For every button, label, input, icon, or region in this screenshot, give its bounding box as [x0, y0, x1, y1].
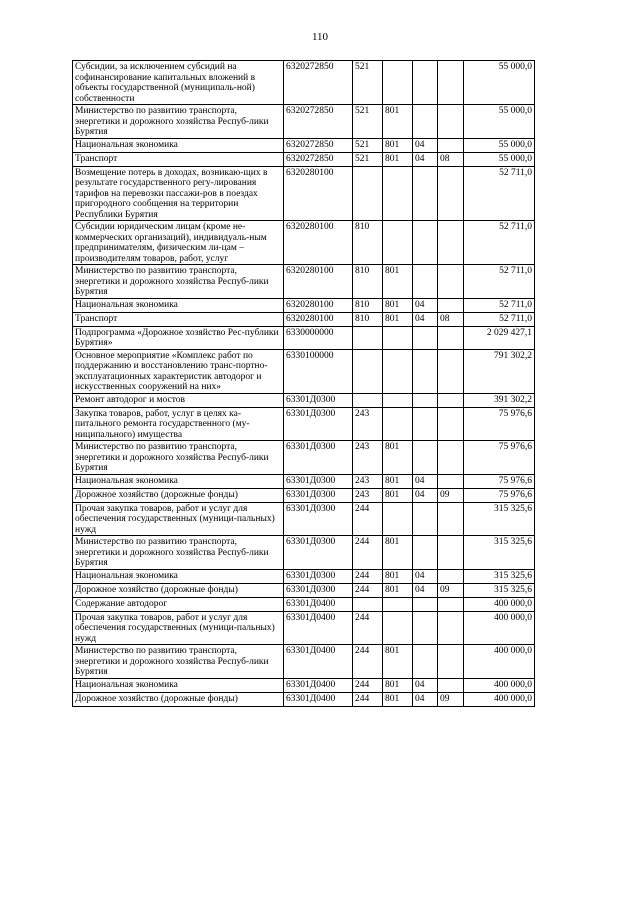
subsection-cell	[438, 166, 464, 221]
amount-cell: 391 302,2	[464, 393, 535, 407]
expense-type-cell: 244	[353, 611, 383, 645]
table-row	[73, 312, 535, 326]
ministry-code-cell: 801	[383, 488, 413, 502]
target-article-cell: 63301Д0300	[284, 536, 353, 570]
row-name-cell: Национальная экономика	[73, 138, 284, 152]
table-row	[73, 326, 535, 349]
table-row	[73, 611, 535, 645]
target-article-cell: 6330100000	[284, 349, 353, 393]
amount-cell: 400 000,0	[464, 692, 535, 706]
row-name-cell: Министерство по развитию транспорта, энергетики и дорожного хозяйства Респуб-лики Бурятия	[73, 441, 284, 475]
expense-type-cell: 244	[353, 536, 383, 570]
section-cell: 04	[413, 152, 438, 166]
amount-cell: 55 000,0	[464, 105, 535, 139]
table-row	[73, 265, 535, 299]
amount-cell: 52 711,0	[464, 312, 535, 326]
target-article-cell: 6320272850	[284, 152, 353, 166]
target-article-cell: 63301Д0300	[284, 502, 353, 536]
subsection-cell: 09	[438, 692, 464, 706]
ministry-code-cell	[383, 61, 413, 105]
target-article-cell: 6320280100	[284, 166, 353, 221]
table-row	[73, 105, 535, 139]
target-article-cell: 63301Д0400	[284, 597, 353, 611]
ministry-code-cell	[383, 502, 413, 536]
amount-cell: 55 000,0	[464, 138, 535, 152]
ministry-code-cell: 801	[383, 583, 413, 597]
amount-cell: 400 000,0	[464, 645, 535, 679]
subsection-cell	[438, 536, 464, 570]
table-row	[73, 441, 535, 475]
expense-type-cell: 244	[353, 692, 383, 706]
table-row	[73, 61, 535, 105]
ministry-code-cell: 801	[383, 536, 413, 570]
section-cell	[413, 349, 438, 393]
table-row	[73, 298, 535, 312]
ministry-code-cell	[383, 597, 413, 611]
target-article-cell: 63301Д0400	[284, 645, 353, 679]
ministry-code-cell	[383, 611, 413, 645]
section-cell	[413, 326, 438, 349]
amount-cell: 315 325,6	[464, 583, 535, 597]
target-article-cell: 6320280100	[284, 265, 353, 299]
section-cell	[413, 502, 438, 536]
row-name-cell: Транспорт	[73, 312, 284, 326]
target-article-cell: 63301Д0300	[284, 441, 353, 475]
target-article-cell: 63301Д0400	[284, 678, 353, 692]
subsection-cell: 09	[438, 488, 464, 502]
amount-cell: 2 029 427,1	[464, 326, 535, 349]
section-cell: 04	[413, 583, 438, 597]
section-cell: 04	[413, 678, 438, 692]
target-article-cell: 63301Д0300	[284, 583, 353, 597]
expense-type-cell: 810	[353, 312, 383, 326]
target-article-cell: 63301Д0300	[284, 407, 353, 441]
table-row	[73, 138, 535, 152]
section-cell	[413, 441, 438, 475]
subsection-cell: 08	[438, 152, 464, 166]
expense-type-cell	[353, 326, 383, 349]
expense-type-cell	[353, 349, 383, 393]
amount-cell: 75 976,6	[464, 474, 535, 488]
expense-type-cell: 244	[353, 678, 383, 692]
ministry-code-cell: 801	[383, 645, 413, 679]
row-name-cell: Возмещение потерь в доходах, возникаю-щих в результате государственного регу-лирования тарифов на перевозки пассажи-ров в поездах пригородного сообщения на территории Республики Бурятия	[73, 166, 284, 221]
target-article-cell: 6320272850	[284, 61, 353, 105]
subsection-cell	[438, 597, 464, 611]
table-row	[73, 474, 535, 488]
table-row	[73, 166, 535, 221]
table-row	[73, 152, 535, 166]
expense-type-cell	[353, 597, 383, 611]
row-name-cell: Национальная экономика	[73, 474, 284, 488]
subsection-cell	[438, 678, 464, 692]
ministry-code-cell	[383, 326, 413, 349]
subsection-cell	[438, 407, 464, 441]
subsection-cell	[438, 138, 464, 152]
table-row	[73, 569, 535, 583]
row-name-cell: Дорожное хозяйство (дорожные фонды)	[73, 583, 284, 597]
row-name-cell: Национальная экономика	[73, 678, 284, 692]
target-article-cell: 6320280100	[284, 298, 353, 312]
subsection-cell	[438, 105, 464, 139]
table-row	[73, 349, 535, 393]
amount-cell: 52 711,0	[464, 265, 535, 299]
subsection-cell	[438, 502, 464, 536]
subsection-cell	[438, 61, 464, 105]
row-name-cell: Министерство по развитию транспорта, энергетики и дорожного хозяйства Респуб-лики Бурятия	[73, 265, 284, 299]
subsection-cell: 08	[438, 312, 464, 326]
section-cell: 04	[413, 692, 438, 706]
amount-cell: 75 976,6	[464, 441, 535, 475]
target-article-cell: 63301Д0400	[284, 611, 353, 645]
table-row	[73, 692, 535, 706]
expense-type-cell: 810	[353, 221, 383, 265]
section-cell	[413, 61, 438, 105]
row-name-cell: Дорожное хозяйство (дорожные фонды)	[73, 488, 284, 502]
amount-cell: 315 325,6	[464, 569, 535, 583]
page-number: 110	[311, 31, 329, 43]
expense-type-cell: 243	[353, 441, 383, 475]
amount-cell: 315 325,6	[464, 502, 535, 536]
ministry-code-cell: 801	[383, 265, 413, 299]
section-cell	[413, 611, 438, 645]
expense-type-cell	[353, 393, 383, 407]
row-name-cell: Ремонт автодорог и мостов	[73, 393, 284, 407]
subsection-cell: 09	[438, 583, 464, 597]
expense-type-cell: 521	[353, 61, 383, 105]
budget-table	[72, 60, 535, 707]
subsection-cell	[438, 645, 464, 679]
section-cell	[413, 645, 438, 679]
row-name-cell: Прочая закупка товаров, работ и услуг для обеспечения государственных (муници-пальных) нужд	[73, 611, 284, 645]
row-name-cell: Министерство по развитию транспорта, энергетики и дорожного хозяйства Респуб-лики Бурятия	[73, 536, 284, 570]
expense-type-cell: 521	[353, 105, 383, 139]
table-row	[73, 221, 535, 265]
amount-cell: 400 000,0	[464, 597, 535, 611]
row-name-cell: Национальная экономика	[73, 298, 284, 312]
ministry-code-cell: 801	[383, 678, 413, 692]
amount-cell: 75 976,6	[464, 488, 535, 502]
section-cell	[413, 265, 438, 299]
amount-cell: 315 325,6	[464, 536, 535, 570]
ministry-code-cell: 801	[383, 152, 413, 166]
ministry-code-cell: 801	[383, 105, 413, 139]
section-cell	[413, 221, 438, 265]
target-article-cell: 63301Д0400	[284, 692, 353, 706]
table-row	[73, 583, 535, 597]
row-name-cell: Содержание автодорог	[73, 597, 284, 611]
expense-type-cell: 810	[353, 265, 383, 299]
row-name-cell: Закупка товаров, работ, услуг в целях ка-питального ремонта государственного (му-ниципального) имущества	[73, 407, 284, 441]
expense-type-cell: 521	[353, 138, 383, 152]
subsection-cell	[438, 569, 464, 583]
amount-cell: 52 711,0	[464, 221, 535, 265]
ministry-code-cell: 801	[383, 298, 413, 312]
subsection-cell	[438, 326, 464, 349]
expense-type-cell: 521	[353, 152, 383, 166]
section-cell: 04	[413, 298, 438, 312]
expense-type-cell: 810	[353, 298, 383, 312]
row-name-cell: Министерство по развитию транспорта, энергетики и дорожного хозяйства Респуб-лики Бурятия	[73, 645, 284, 679]
row-name-cell: Транспорт	[73, 152, 284, 166]
section-cell	[413, 393, 438, 407]
subsection-cell	[438, 474, 464, 488]
table-row	[73, 393, 535, 407]
target-article-cell: 6320272850	[284, 138, 353, 152]
amount-cell: 791 302,2	[464, 349, 535, 393]
table-row	[73, 502, 535, 536]
subsection-cell	[438, 298, 464, 312]
target-article-cell: 6320280100	[284, 312, 353, 326]
amount-cell: 400 000,0	[464, 611, 535, 645]
expense-type-cell: 244	[353, 583, 383, 597]
section-cell: 04	[413, 569, 438, 583]
target-article-cell: 63301Д0300	[284, 488, 353, 502]
section-cell	[413, 536, 438, 570]
table-row	[73, 597, 535, 611]
subsection-cell	[438, 221, 464, 265]
ministry-code-cell: 801	[383, 692, 413, 706]
section-cell: 04	[413, 474, 438, 488]
table-row	[73, 407, 535, 441]
table-row	[73, 536, 535, 570]
ministry-code-cell: 801	[383, 569, 413, 583]
row-name-cell: Министерство по развитию транспорта, энергетики и дорожного хозяйства Респуб-лики Бурятия	[73, 105, 284, 139]
ministry-code-cell: 801	[383, 312, 413, 326]
target-article-cell: 63301Д0300	[284, 393, 353, 407]
section-cell: 04	[413, 138, 438, 152]
table-row	[73, 645, 535, 679]
section-cell	[413, 407, 438, 441]
ministry-code-cell	[383, 349, 413, 393]
ministry-code-cell: 801	[383, 474, 413, 488]
row-name-cell: Субсидии, за исключением субсидий на софинансирование капитальных вложений в объекты государственной (муниципаль-ной) собственности	[73, 61, 284, 105]
section-cell: 04	[413, 488, 438, 502]
amount-cell: 52 711,0	[464, 166, 535, 221]
expense-type-cell: 243	[353, 474, 383, 488]
subsection-cell	[438, 393, 464, 407]
row-name-cell: Субсидии юридическим лицам (кроме не-коммерческих организаций), индивидуаль-ным предпринимателям, физическим ли-цам – производителям товаров, работ, услуг	[73, 221, 284, 265]
row-name-cell: Подпрограмма «Дорожное хозяйство Рес-публики Бурятия»	[73, 326, 284, 349]
target-article-cell: 6320280100	[284, 221, 353, 265]
expense-type-cell: 243	[353, 488, 383, 502]
amount-cell: 75 976,6	[464, 407, 535, 441]
ministry-code-cell	[383, 393, 413, 407]
subsection-cell	[438, 611, 464, 645]
section-cell: 04	[413, 312, 438, 326]
table-row	[73, 488, 535, 502]
row-name-cell: Основное мероприятие «Комплекс работ по поддержанию и восстановлению транс-портно-эксплуатационных характеристик автодорог и искусственных сооружений на них»	[73, 349, 284, 393]
amount-cell: 52 711,0	[464, 298, 535, 312]
amount-cell: 55 000,0	[464, 152, 535, 166]
row-name-cell: Национальная экономика	[73, 569, 284, 583]
subsection-cell	[438, 441, 464, 475]
ministry-code-cell	[383, 407, 413, 441]
ministry-code-cell	[383, 221, 413, 265]
subsection-cell	[438, 265, 464, 299]
amount-cell: 55 000,0	[464, 61, 535, 105]
target-article-cell: 6330000000	[284, 326, 353, 349]
amount-cell: 400 000,0	[464, 678, 535, 692]
target-article-cell: 63301Д0300	[284, 474, 353, 488]
target-article-cell: 63301Д0300	[284, 569, 353, 583]
budget-table-body	[73, 61, 535, 707]
row-name-cell: Дорожное хозяйство (дорожные фонды)	[73, 692, 284, 706]
subsection-cell	[438, 349, 464, 393]
ministry-code-cell: 801	[383, 138, 413, 152]
expense-type-cell: 244	[353, 645, 383, 679]
section-cell	[413, 105, 438, 139]
target-article-cell: 6320272850	[284, 105, 353, 139]
row-name-cell: Прочая закупка товаров, работ и услуг для обеспечения государственных (муници-пальных) нужд	[73, 502, 284, 536]
ministry-code-cell	[383, 166, 413, 221]
section-cell	[413, 597, 438, 611]
expense-type-cell	[353, 166, 383, 221]
table-row	[73, 678, 535, 692]
expense-type-cell: 244	[353, 569, 383, 583]
expense-type-cell: 243	[353, 407, 383, 441]
section-cell	[413, 166, 438, 221]
ministry-code-cell: 801	[383, 441, 413, 475]
expense-type-cell: 244	[353, 502, 383, 536]
